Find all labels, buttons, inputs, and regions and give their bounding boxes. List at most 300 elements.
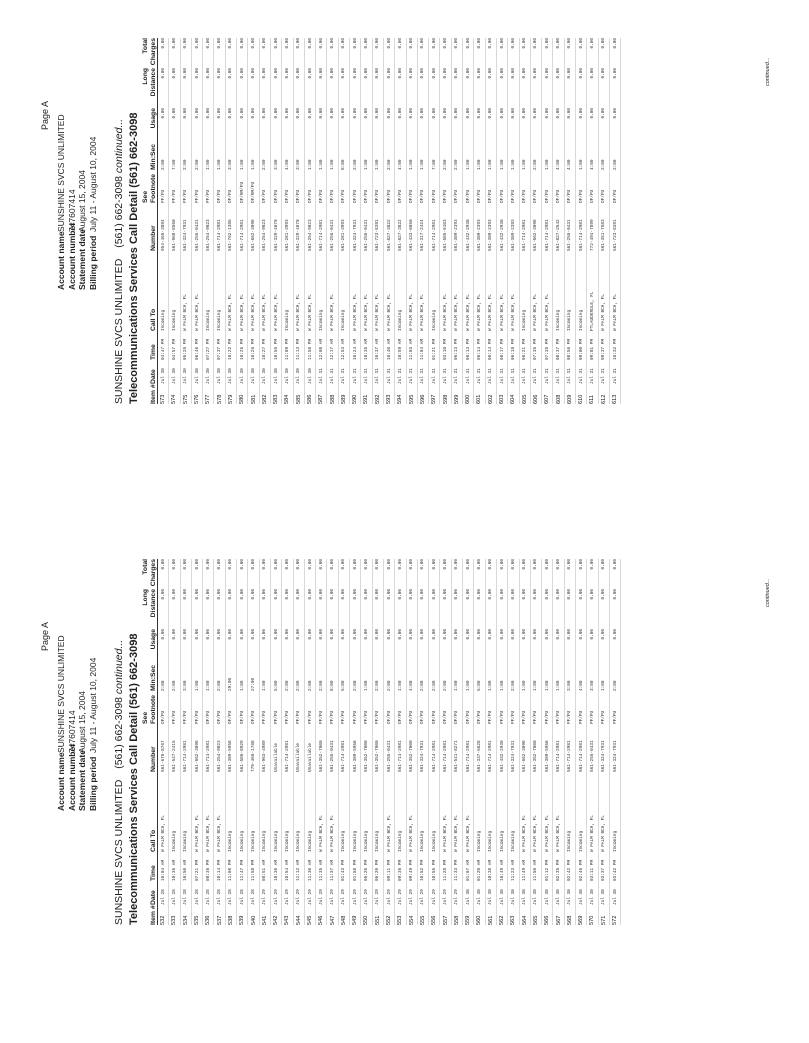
table-row — [553, 559, 564, 925]
item-number: 542 — [273, 915, 280, 925]
call-date: Jul 29 — [318, 889, 324, 905]
long-distance-charge: 0.00 — [397, 68, 403, 79]
usage-charge: 0.00 — [262, 629, 268, 640]
long-distance-charge: 0.00 — [217, 68, 223, 79]
call-time: 07:37 PM — [217, 338, 223, 360]
duration: 2:00 — [217, 680, 223, 691]
call-date: Jul 29 — [307, 889, 313, 905]
call-to: Incoming — [160, 309, 166, 331]
duration: 1:00 — [499, 159, 505, 170]
call-date: Jul 31 — [533, 368, 539, 384]
phone-number: 561-662-3098 — [194, 740, 200, 772]
call-time: 11:30 AM — [307, 859, 313, 881]
duration: 2:00 — [386, 159, 392, 170]
call-date: Jul 31 — [330, 368, 336, 384]
phone-number: 561-351-7683 — [601, 219, 607, 251]
phone-number: 561-723-8391 — [612, 219, 618, 251]
footnote-code: OF/FU — [273, 189, 279, 203]
long-distance-charge: 0.00 — [205, 589, 211, 600]
footnote-code: OF/FU — [454, 710, 460, 724]
call-to: W PALM BCH, FL — [612, 294, 618, 331]
continued-label: continued... — [113, 639, 125, 695]
col-time: Time — [140, 331, 158, 360]
duration: 2:00 — [183, 159, 189, 170]
call-rows — [158, 38, 621, 404]
footnote-code: PF/FU — [510, 710, 516, 724]
footnote-code: PF/FU — [194, 189, 200, 203]
call-date: Jul 28 — [205, 889, 211, 905]
phone-number: 561-714-2981 — [284, 740, 290, 772]
table-row — [598, 38, 609, 404]
item-number: 555 — [419, 915, 426, 925]
call-to: Incoming — [341, 830, 347, 852]
footnote-code: PF/FU — [589, 710, 595, 724]
footnote-code: PF/FU — [352, 710, 358, 724]
item-number: 557 — [442, 915, 449, 925]
duration: 3:00 — [589, 680, 595, 691]
statement-date-label: Statement date — [77, 229, 87, 290]
footnote-code: PF/FU — [375, 710, 381, 724]
continued-footer: continued... — [765, 57, 771, 86]
phone-number: 561-714-2981 — [443, 740, 449, 772]
phone-number: 561-309-5958 — [544, 740, 550, 772]
call-time: 10:25 PM — [239, 338, 245, 360]
call-to: W PALM BCH, FL — [217, 815, 223, 852]
total-charge: 0.00 — [476, 559, 482, 570]
usage-charge: 0.00 — [341, 629, 347, 640]
call-to: Incoming — [476, 830, 482, 852]
item-number: 590 — [352, 394, 359, 404]
call-date: Jul 29 — [409, 889, 415, 905]
item-number: 558 — [453, 915, 460, 925]
total-charge: 0.00 — [228, 559, 234, 570]
phone-number: 561-662-3098 — [251, 219, 257, 251]
duration: 3:00 — [567, 680, 573, 691]
call-time: 09:01 PM — [589, 338, 595, 360]
item-number: 553 — [397, 915, 404, 925]
usage-charge: 0.00 — [160, 629, 166, 640]
table-row — [237, 559, 248, 925]
call-time: 11:50 AM — [533, 859, 539, 881]
call-date: Jul 31 — [443, 368, 449, 384]
table-row — [316, 559, 327, 925]
total-charge: 0.00 — [273, 38, 279, 49]
item-number: 593 — [386, 394, 393, 404]
call-time: 11:23 AM — [510, 859, 516, 881]
phone-number: 561-255-0431 — [363, 219, 369, 251]
footnote-code: OF/RM/FU — [239, 181, 245, 203]
table-row — [214, 38, 225, 404]
table-row — [293, 38, 304, 404]
footnote-code: PF/FU — [307, 710, 313, 724]
call-to: W PALM BCH, FL — [363, 294, 369, 331]
item-number: 589 — [340, 394, 347, 404]
col-total-top: Total — [142, 559, 149, 575]
long-distance-charge: 0.00 — [194, 589, 200, 600]
table-row — [372, 38, 383, 404]
total-charge: 0.00 — [239, 38, 245, 49]
item-number: 613 — [612, 394, 619, 404]
call-date: Jul 31 — [522, 368, 528, 384]
call-to: W PALM BCH, FL — [601, 294, 607, 331]
account-phone: (561) 662-3098 — [113, 175, 125, 248]
call-date: Jul 30 — [217, 368, 223, 384]
call-date: Jul 30 — [296, 368, 302, 384]
call-date: Jul 31 — [556, 368, 562, 384]
call-to: Incoming — [567, 309, 573, 331]
total-charge: 0.00 — [205, 38, 211, 49]
phone-number: 561-827-3822 — [386, 219, 392, 251]
phone-number: 561-309-2393 — [488, 219, 494, 251]
item-number: 584 — [284, 394, 291, 404]
usage-charge: 0.00 — [420, 108, 426, 119]
statement-date-value: August 15, 2004 — [77, 170, 87, 232]
duration: 1:00 — [205, 159, 211, 170]
continued-label: continued... — [113, 118, 125, 174]
footnote-code: OF/FU — [251, 710, 257, 724]
call-to: Incoming — [284, 830, 290, 852]
col-total-bottom: Charges — [149, 559, 157, 587]
total-charge: 0.00 — [510, 38, 516, 49]
call-to: Incoming — [499, 830, 505, 852]
phone-number: 954-465-3894 — [160, 219, 166, 251]
call-to: Incoming — [488, 830, 494, 852]
statement-date-value: August 15, 2004 — [77, 691, 87, 753]
call-to: W PALM BCH, FL — [386, 815, 392, 852]
long-distance-charge: 0.00 — [420, 589, 426, 600]
phone-number: 561-309-2393 — [476, 219, 482, 251]
duration: 2:00 — [194, 159, 200, 170]
item-number: 538 — [227, 915, 234, 925]
call-date: Jul 30 — [273, 368, 279, 384]
table-row — [508, 559, 519, 925]
call-date: Jul 28 — [160, 889, 166, 905]
call-to: Incoming — [341, 309, 347, 331]
table-row — [248, 38, 259, 404]
call-to: Incoming — [239, 830, 245, 852]
usage-charge: 0.00 — [296, 108, 302, 119]
call-time: 07:21 PM — [194, 859, 200, 881]
duration: 2:00 — [510, 680, 516, 691]
long-distance-charge: 0.00 — [589, 68, 595, 79]
item-number: 567 — [555, 915, 562, 925]
call-to: W PALM BCH, FL — [239, 294, 245, 331]
total-charge: 0.00 — [251, 559, 257, 570]
long-distance-charge: 0.00 — [510, 68, 516, 79]
usage-charge: 0.00 — [510, 629, 516, 640]
total-charge: 0.00 — [363, 38, 369, 49]
call-date: Jul 29 — [420, 889, 426, 905]
table-row — [304, 559, 315, 925]
long-distance-charge: 0.00 — [194, 68, 200, 79]
call-date: Jul 29 — [273, 889, 279, 905]
call-to: Incoming — [307, 830, 313, 852]
call-date: Jul 30 — [307, 368, 313, 384]
phone-number: 561-255-0431 — [194, 219, 200, 251]
duration: 2:00 — [160, 159, 166, 170]
footnote-code: OF/FU — [556, 189, 562, 203]
duration: 5:00 — [476, 680, 482, 691]
table-row — [530, 38, 541, 404]
col-time: Time — [140, 852, 158, 881]
footnote-code: OF/FU — [330, 189, 336, 203]
call-to: Incoming — [171, 309, 177, 331]
table-row — [587, 38, 598, 404]
total-charge: 0.00 — [499, 38, 505, 49]
footnote-code: PF/FU — [556, 710, 562, 724]
duration: 2:00 — [431, 680, 437, 691]
total-charge: 0.00 — [499, 559, 505, 570]
table-row — [383, 559, 394, 925]
call-time: 11:04 AM — [420, 338, 426, 360]
table-row — [429, 559, 440, 925]
usage-charge: 0.00 — [578, 629, 584, 640]
phone-number: 561-324-7931 — [352, 219, 358, 251]
call-time: 11:28 PM — [443, 859, 449, 881]
footnote-code: PF/FU — [567, 710, 573, 724]
page-label: Page A — [40, 621, 50, 651]
footnote-code: OF/FU — [522, 189, 528, 203]
phone-number: 772-494-7899 — [589, 219, 595, 251]
call-time: 03:11 PM — [589, 859, 595, 881]
item-number: 576 — [194, 394, 201, 404]
call-time: 10:50 AM — [183, 859, 189, 881]
footnote-code: PF/FU — [284, 710, 290, 724]
usage-charge: 0.00 — [409, 108, 415, 119]
duration: 2:00 — [612, 680, 618, 691]
call-to: W PALM BCH, FL — [544, 815, 550, 852]
duration: 4:00 — [578, 680, 584, 691]
item-number: 568 — [566, 915, 573, 925]
usage-charge: 0.00 — [612, 108, 618, 119]
item-number: 596 — [419, 394, 426, 404]
footnote-code: OF/FU — [431, 710, 437, 724]
call-time: 10:24 AM — [352, 338, 358, 360]
total-charge: 0.00 — [578, 559, 584, 570]
table-row — [180, 559, 191, 925]
table-row — [542, 559, 553, 925]
call-to: W PALM BCH, FL — [488, 294, 494, 331]
table-row — [609, 559, 620, 925]
table-row — [158, 38, 169, 404]
total-charge: 0.00 — [567, 38, 573, 49]
call-time: 10:59 AM — [397, 338, 403, 360]
usage-charge: 0.00 — [431, 629, 437, 640]
duration: 5:00 — [341, 680, 347, 691]
call-time: 10:38 AM — [488, 859, 494, 881]
usage-charge: 0.00 — [544, 108, 550, 119]
section-title: Telecommunications Services Call Detail (561) 662-3098 — [128, 112, 140, 404]
total-charge: 0.00 — [183, 38, 189, 49]
usage-charge: 0.00 — [205, 629, 211, 640]
item-number: 585 — [295, 394, 302, 404]
item-number: 578 — [216, 394, 223, 404]
long-distance-charge: 0.00 — [284, 589, 290, 600]
table-row — [225, 559, 236, 925]
col-footnote-see: See — [142, 190, 149, 203]
usage-charge: 0.00 — [171, 108, 177, 119]
footnote-code: OF/FU — [589, 189, 595, 203]
usage-charge: 0.00 — [533, 629, 539, 640]
long-distance-charge: 0.00 — [409, 68, 415, 79]
call-date: Jul 29 — [330, 889, 336, 905]
phone-number: 561-714-2981 — [522, 219, 528, 251]
long-distance-charge: 0.00 — [330, 68, 336, 79]
call-time: 01:43 PM — [341, 859, 347, 881]
total-charge: 0.00 — [251, 38, 257, 49]
footnote-code: PF/FU — [183, 189, 189, 203]
item-number: 599 — [453, 394, 460, 404]
call-date: Jul 29 — [296, 889, 302, 905]
footnote-code: PF/FU — [318, 710, 324, 724]
footnote-code: OF/FU — [397, 710, 403, 724]
table-row — [214, 559, 225, 925]
call-time: 08:56 PM — [567, 338, 573, 360]
call-to: Incoming — [273, 830, 279, 852]
long-distance-charge: 0.00 — [488, 68, 494, 79]
item-number: 583 — [273, 394, 280, 404]
phone-number: 561-432-2930 — [499, 740, 505, 772]
phone-number: 561-281-3993 — [284, 219, 290, 251]
phone-number: 561-255-0431 — [567, 219, 573, 251]
call-time: 06:18 PM — [510, 338, 516, 360]
usage-charge: 0.00 — [194, 108, 200, 119]
total-charge: 0.00 — [431, 559, 437, 570]
footnote-code: OF/FU — [420, 189, 426, 203]
total-charge: 0.00 — [194, 38, 200, 49]
usage-charge: 0.00 — [352, 108, 358, 119]
total-charge: 0.00 — [318, 559, 324, 570]
footnote-code: OF/FU — [205, 710, 211, 724]
total-charge: 0.00 — [476, 38, 482, 49]
long-distance-charge: 0.00 — [510, 589, 516, 600]
footnote-code: OF/FU — [612, 189, 618, 203]
footnote-code: OF/FU — [307, 189, 313, 203]
call-to: W PALM BCH, FL — [409, 815, 415, 852]
call-time: 11:35 AM — [318, 859, 324, 881]
phone-number: 561-324-7931 — [601, 740, 607, 772]
table-row — [496, 38, 507, 404]
total-charge: 0.00 — [420, 38, 426, 49]
call-date: Jul 30 — [171, 368, 177, 384]
call-date: Jul 31 — [612, 368, 618, 384]
table-row — [327, 559, 338, 925]
call-date: Jul 28 — [239, 889, 245, 905]
call-detail-table — [140, 38, 621, 404]
total-charge: 0.00 — [454, 559, 460, 570]
duration: 1:00 — [363, 680, 369, 691]
usage-charge: 0.00 — [476, 629, 482, 640]
phone-number: 561-254-9023 — [307, 219, 313, 251]
long-distance-charge: 0.00 — [589, 589, 595, 600]
usage-charge: 0.00 — [488, 629, 494, 640]
phone-number: 561-662-3098 — [533, 219, 539, 251]
phone-number: 561-762-1385 — [228, 219, 234, 251]
item-number: 575 — [182, 394, 189, 404]
duration: 1:00 — [488, 159, 494, 170]
account-name-value: SUNSHINE SVCS UNLIMITED — [56, 635, 66, 753]
phone-number: 561-329-4070 — [296, 219, 302, 251]
call-to: Incoming — [578, 830, 584, 852]
table-row — [282, 559, 293, 925]
call-date: Jul 28 — [217, 889, 223, 905]
table-row — [395, 38, 406, 404]
call-date: Jul 29 — [454, 889, 460, 905]
call-time: 04:47 PM — [160, 338, 166, 360]
usage-charge: 0.00 — [217, 108, 223, 119]
footnote-code: OF/FU — [476, 710, 482, 724]
duration: 8:00 — [330, 680, 336, 691]
call-time: 06:46 PM — [194, 338, 200, 360]
item-number: 546 — [318, 915, 325, 925]
footnote-code: PF/FU — [612, 710, 618, 724]
call-date: Jul 30 — [488, 889, 494, 905]
usage-charge: 0.00 — [454, 629, 460, 640]
table-row — [485, 38, 496, 404]
call-time: 02:42 PM — [567, 859, 573, 881]
usage-charge: 0.00 — [612, 629, 618, 640]
call-detail-table — [140, 559, 621, 925]
long-distance-charge: 0.00 — [420, 68, 426, 79]
duration: 2:00 — [352, 159, 358, 170]
long-distance-charge: 0.00 — [499, 68, 505, 79]
phone-number: 561-714-2981 — [578, 219, 584, 251]
footnote-code: OF/FU — [318, 189, 324, 203]
call-time: 05:25 PM — [183, 338, 189, 360]
call-time: 11:49 AM — [522, 859, 528, 881]
footnote-code: OF/FU — [228, 710, 234, 724]
total-charge: 0.00 — [454, 38, 460, 49]
footnote-code: PF/FU — [578, 710, 584, 724]
call-date: Jul 29 — [262, 889, 268, 905]
footnote-code: OF/FU — [443, 189, 449, 203]
call-to: Incoming — [567, 830, 573, 852]
phone-number: 561-255-0431 — [330, 740, 336, 772]
call-to: W PALM BCH, FL — [443, 294, 449, 331]
long-distance-charge: 0.00 — [443, 589, 449, 600]
phone-number: 561-324-7931 — [183, 219, 189, 251]
item-number: 608 — [555, 394, 562, 404]
item-number: 548 — [340, 915, 347, 925]
footnote-code: OF/FU — [386, 189, 392, 203]
long-distance-charge: 0.00 — [205, 68, 211, 79]
long-distance-charge: 0.00 — [171, 589, 177, 600]
footnote-code: OF/FU — [465, 710, 471, 724]
call-date: Jul 30 — [284, 368, 290, 384]
footnote-code: OF/FU — [160, 710, 166, 724]
duration: 27:00 — [251, 677, 257, 691]
call-date: Jul 31 — [567, 368, 573, 384]
call-date: Jul 29 — [341, 889, 347, 905]
col-min-sec: Min:Sec — [140, 661, 158, 691]
call-to: W PALM BCH, FL — [476, 294, 482, 331]
item-number: 587 — [318, 394, 325, 404]
usage-charge: 0.00 — [476, 108, 482, 119]
table-row — [587, 559, 598, 925]
item-number: 586 — [307, 394, 313, 404]
usage-charge: 0.00 — [589, 108, 595, 119]
call-to: W PALM BCH, FL — [307, 294, 313, 331]
footnote-code: OF/FU — [420, 710, 426, 724]
total-charge: 0.00 — [601, 559, 607, 570]
call-time: 12:53 AM — [341, 338, 347, 360]
duration: 1:00 — [556, 680, 562, 691]
call-time: 11:58 PM — [307, 338, 313, 360]
call-to: W PALM BCH, FL — [533, 815, 539, 852]
duration: 1:00 — [476, 159, 482, 170]
duration: 1:00 — [363, 159, 369, 170]
duration: 3:00 — [183, 680, 189, 691]
